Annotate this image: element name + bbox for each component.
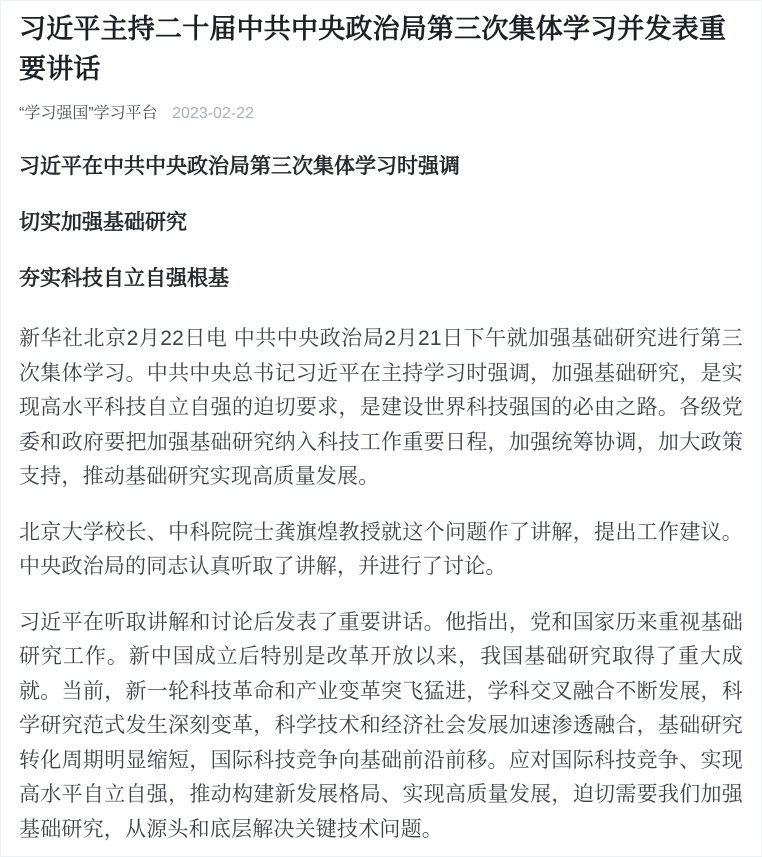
- subheading-strengthen-research: 切实加强基础研究: [19, 211, 187, 234]
- article-meta: [19, 103, 743, 125]
- page-title: 习近平主持二十届中共中央政治局第三次集体学习并发表重要讲话: [19, 14, 727, 84]
- subheading-emphasis: 习近平在中共中央政治局第三次集体学习时强调: [19, 155, 460, 178]
- article-paragraph: 北京大学校长、中科院院士龚旗煌教授就这个问题作了讲解，提出工作建议。中央政治局的同志认真听取了讲解，并进行了讨论。: [19, 520, 743, 578]
- source-label: “学习强国”学习平台: [19, 105, 158, 122]
- article-paragraph: 新华社北京2月22日电 中共中央政治局2月21日下午就加强基础研究进行第三次集体学习。中共中央总书记习近平在主持学习时强调，加强基础研究，是实现高水平科技自立自强的迫切要求，是建设世界科技强国的必由之路。各级党委和政府要把加强基础研究纳入科技工作重要日程，加强统筹协调，加大政策支持，推动基础研究实现高质量发展。: [19, 327, 743, 488]
- subheading-foundation: 夯实科技自立自强根基: [19, 267, 229, 290]
- article-paragraph: 习近平在听取讲解和讨论后发表了重要讲话。他指出，党和国家历来重视基础研究工作。新中国成立后特别是改革开放以来，我国基础研究取得了重大成就。当前，新一轮科技革命和产业变革突飞猛进，学科交叉融合不断发展，科学研究范式发生深刻变革，科学技术和经济社会发展加速渗透融合，基础研究转化周期明显缩短，国际科技竞争向基础前沿前移。应对国际科技竞争、实现高水平自立自强，推动构建新发展格局、实现高质量发展，迫切需要我们加强基础研究，从源头和底层解决关键技术问题。: [19, 610, 743, 841]
- publish-date: 2023-02-22: [172, 105, 254, 122]
